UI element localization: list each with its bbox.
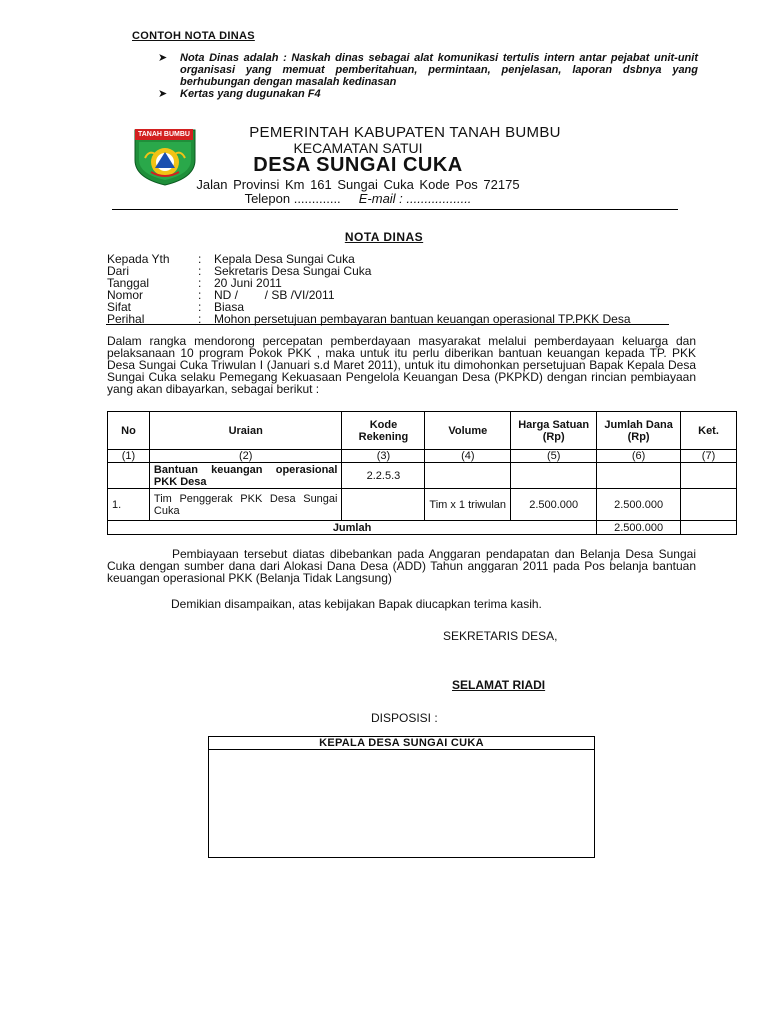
col-number: (4)	[425, 450, 511, 463]
table-row	[108, 489, 737, 521]
disposisi-box-title: KEPALA DESA SUNGAI CUKA	[209, 737, 594, 750]
meta-colon: :	[198, 312, 202, 326]
header-no: No	[108, 412, 150, 450]
body-paragraph-2: Pembiayaan tersebut diatas dibebankan pada Anggaran pendapatan dan Belanja Desa Sungai Cuka dengan sumber dana dari Alokasi Dana Desa (ADD) Tahun anggaran 2011 pada Pos belanja bantuan keuangan operasional PKK (Belanja Tidak Langsung)	[107, 547, 696, 585]
cell-item-jumlah: 2.500.000	[597, 489, 681, 521]
header-jumlah: Jumlah Dana (Rp)	[597, 412, 681, 450]
cell-group-uraian: Bantuan keuangan operasional PKK Desa	[149, 463, 342, 489]
meta-value-sifat: Biasa	[214, 300, 245, 314]
letterhead-contact	[0, 191, 720, 206]
cell-empty	[342, 489, 425, 521]
closing-text: Demikian disampaikan, atas kebijakan Bapak diucapkan terima kasih.	[171, 597, 542, 611]
disposisi-label: DISPOSISI :	[371, 711, 438, 725]
header-harga: Harga Satuan (Rp)	[511, 412, 597, 450]
meta-colon: :	[198, 252, 202, 266]
letterhead-address: Jalan Provinsi Km 161 Sungai Cuka Kode Pos 72175	[196, 177, 520, 192]
meta-colon: :	[198, 276, 202, 290]
table-row	[108, 463, 737, 489]
col-number: (6)	[597, 450, 681, 463]
meta-label-sifat: Sifat	[107, 300, 132, 314]
col-number: (3)	[342, 450, 425, 463]
bullet-arrow-icon: ➤	[158, 52, 168, 64]
intro-bullet-paper: Kertas yang dugunakan F4	[180, 88, 321, 100]
government-name: PEMERINTAH KABUPATEN TANAH BUMBU	[249, 124, 561, 141]
cell-item-harga: 2.500.000	[511, 489, 597, 521]
col-number: (1)	[108, 450, 150, 463]
table-total-row	[108, 521, 737, 535]
email-text: E-mail : ..................	[358, 191, 472, 206]
meta-value-nomor: ND / / SB /VI/2011	[214, 288, 335, 302]
total-value: 2.500.000	[597, 521, 681, 535]
body-paragraph-1: Dalam rangka mendorong percepatan pemberdayaan masyarakat melalui pemberdayaan keluarga dan pelaksanaan 10 program Pokok PKK , maka untuk itu perlu diberikan bantuan keuangan kepada TP. PKK Desa Sungai Cuka Triwulan I (Januari s.d Maret 2011), untuk itu dimohonkan persetujuan Bapak Kepala Desa Sungai Cuka selaku Pemegang Kekuasaan Pengelola Keuangan Desa (PKPKD) dengan rincian pembiayaan yang akan dibayarkan, sebagai berikut :	[107, 334, 696, 396]
meta-label-tanggal: Tanggal	[107, 276, 150, 290]
col-number: (2)	[149, 450, 342, 463]
header-ket: Ket.	[681, 412, 737, 450]
meta-label-nomor: Nomor	[107, 288, 144, 302]
meta-divider	[106, 324, 669, 325]
meta-value-tanggal: 20 Juni 2011	[214, 276, 282, 290]
cell-item-no: 1.	[108, 489, 150, 521]
meta-label-kepada: Kepada Yth	[107, 252, 170, 266]
signatory-name: SELAMAT RIADI	[452, 678, 546, 692]
cell-empty	[681, 463, 737, 489]
letterhead-divider	[112, 209, 678, 210]
meta-value-dari: Sekretaris Desa Sungai Cuka	[214, 264, 372, 278]
logo-label: TANAH BUMBU	[135, 129, 193, 140]
meta-colon: :	[198, 300, 202, 314]
header-volume: Volume	[425, 412, 511, 450]
bullet-arrow-icon: ➤	[158, 88, 168, 100]
meta-label-dari: Dari	[107, 264, 130, 278]
cell-empty	[425, 463, 511, 489]
cell-empty	[681, 521, 737, 535]
header-kode: Kode Rekening	[342, 412, 425, 450]
document-title: NOTA DINAS	[344, 230, 424, 244]
table-number-row	[108, 450, 737, 463]
cell-group-kode: 2.2.5.3	[342, 463, 425, 489]
cell-empty	[681, 489, 737, 521]
cell-empty	[597, 463, 681, 489]
table-header-row	[108, 412, 737, 450]
cost-table	[107, 411, 737, 535]
village-name: DESA SUNGAI CUKA	[253, 154, 463, 176]
meta-colon: :	[198, 288, 202, 302]
meta-value-kepada: Kepala Desa Sungai Cuka	[214, 252, 355, 266]
total-label: Jumlah	[108, 521, 597, 535]
district-name: KECAMATAN SATUI	[293, 140, 423, 156]
cell-item-uraian: Tim Penggerak PKK Desa Sungai Cuka	[149, 489, 342, 521]
meta-label-perihal: Perihal	[107, 312, 145, 326]
meta-value-perihal: Mohon persetujuan pembayaran bantuan keuangan operasional TP.PKK Desa	[214, 312, 631, 326]
cell-empty	[108, 463, 150, 489]
cell-empty	[511, 463, 597, 489]
col-number: (7)	[681, 450, 737, 463]
signatory-title: SEKRETARIS DESA,	[443, 629, 558, 643]
cell-item-volume: Tim x 1 triwulan	[425, 489, 511, 521]
header-uraian: Uraian	[149, 412, 342, 450]
intro-bullet-definition: Nota Dinas adalah : Naskah dinas sebagai alat komunikasi tertulis intern antar pejabat unit-unit organisasi yang memuat pemberitahuan, permintaan, penjelasan, laporan dsbnya yang berhubungan dengan masalah kedinasan	[180, 52, 698, 88]
phone-text: Telepon .............	[244, 191, 341, 206]
meta-colon: :	[198, 264, 202, 278]
col-number: (5)	[511, 450, 597, 463]
intro-title: CONTOH NOTA DINAS	[132, 30, 255, 42]
disposisi-box	[208, 736, 595, 858]
